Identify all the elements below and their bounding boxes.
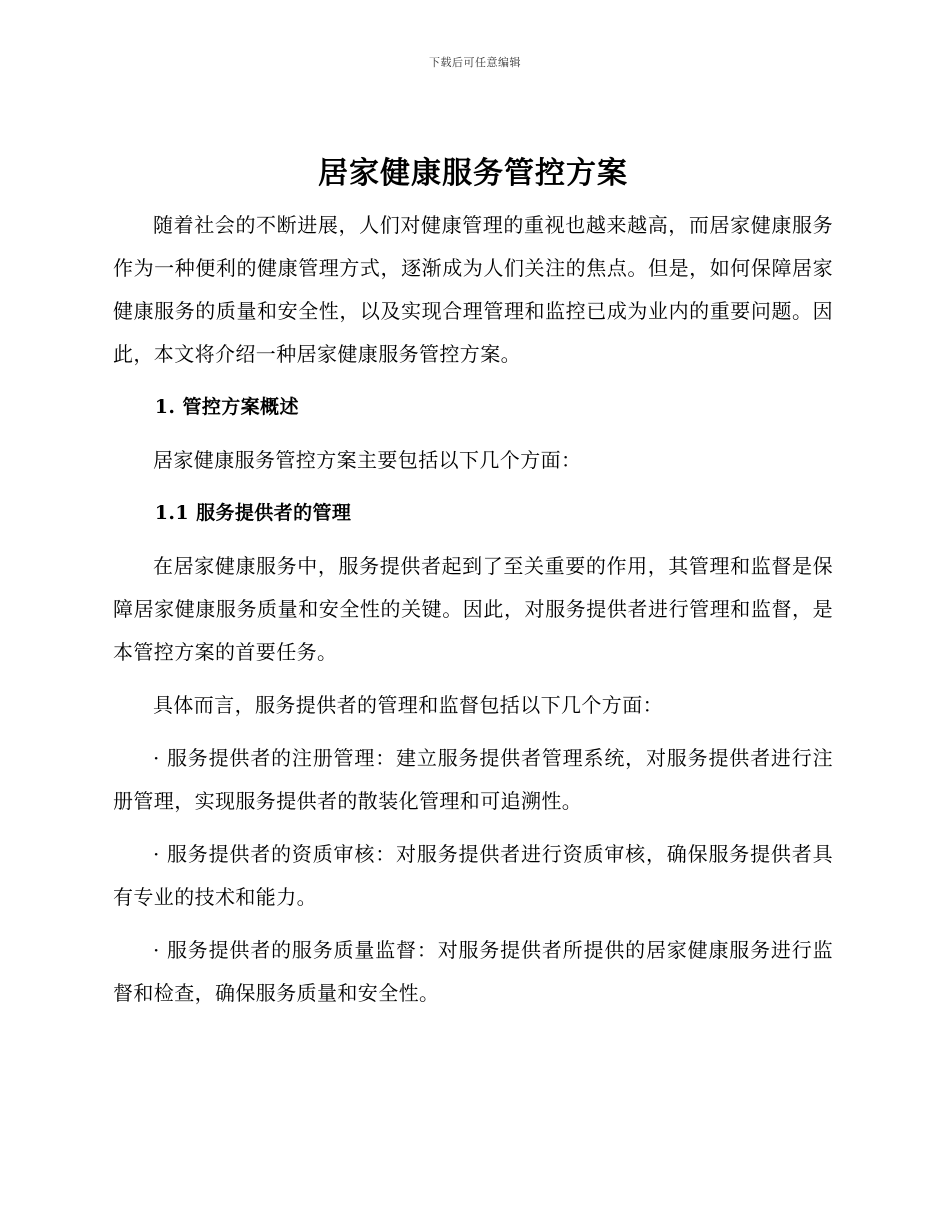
section-1-heading: 1. 管控方案概述 [154, 396, 299, 418]
document-body [113, 148, 833, 1025]
header-note: 下载后可任意编辑 [429, 56, 521, 69]
intro-paragraph: 随着社会的不断进展，人们对健康管理的重视也越来越高，而居家健康服务作为一种便利的健康管理方式，逐渐成为人们关注的焦点。但是，如何保障居家健康服务的质量和安全性，以及实现合理管理和监控已成为业内的重要问题。因此，本文将介绍一种居家健康服务管控方案。 [113, 213, 833, 366]
section-1-1-paragraph-2: 具体而言，服务提供者的管理和监督包括以下几个方面： [153, 693, 663, 717]
section-1-1-paragraph-1: 在居家健康服务中，服务提供者起到了至关重要的作用，其管理和监督是保障居家健康服务质量和安全性的关键。因此，对服务提供者进行管理和监督，是本管控方案的首要任务。 [113, 554, 833, 664]
section-1-1-heading: 1.1 服务提供者的管理 [154, 502, 352, 524]
bullet-item-qualification: · 服务提供者的资质审核：对服务提供者进行资质审核，确保服务提供者具有专业的技术和能力。 [113, 842, 833, 909]
document-title: 居家健康服务管控方案 [318, 156, 628, 191]
section-1-text: 居家健康服务管控方案主要包括以下几个方面： [153, 448, 582, 472]
bullet-item-registration: · 服务提供者的注册管理：建立服务提供者管理系统，对服务提供者进行注册管理，实现服务提供者的散装化管理和可追溯性。 [113, 746, 833, 813]
bullet-item-quality-supervision: · 服务提供者的服务质量监督：对服务提供者所提供的居家健康服务进行监督和检查，确保服务质量和安全性。 [113, 938, 833, 1005]
